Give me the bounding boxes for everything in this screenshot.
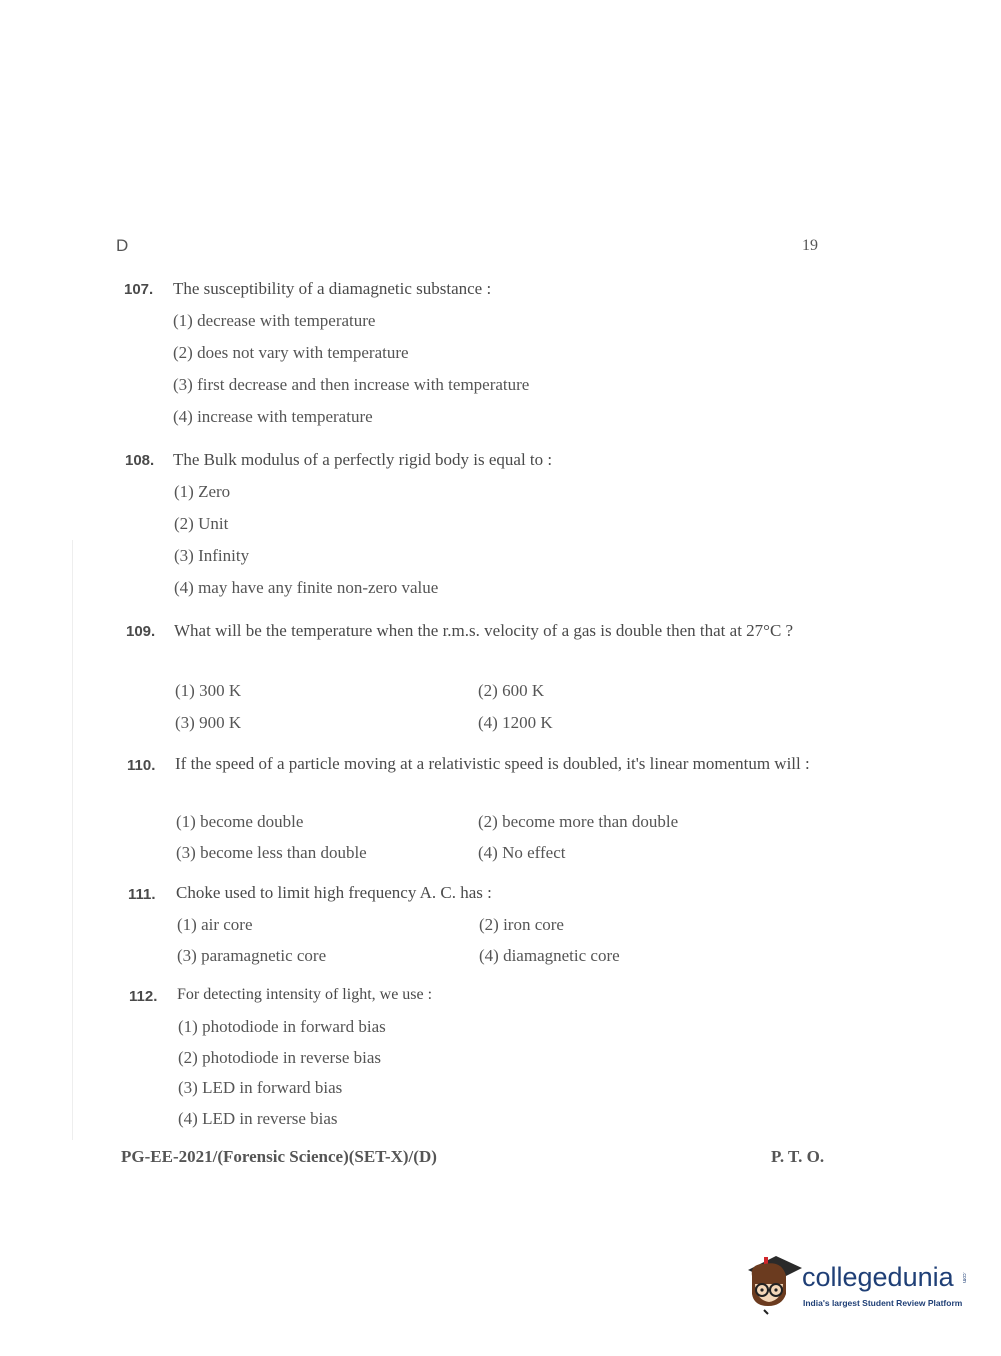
brand-suffix: .com xyxy=(961,1272,967,1283)
option: (1) Zero xyxy=(174,482,231,501)
option: (4) 1200 K xyxy=(478,713,553,732)
option: (4) No effect xyxy=(478,843,566,862)
option: (2) iron core xyxy=(479,915,564,934)
option: (3) become less than double xyxy=(176,843,367,862)
option: (2) does not vary with temperature xyxy=(173,343,409,362)
collegedunia-watermark xyxy=(742,1250,972,1320)
brand-tagline: India's largest Student Review Platform xyxy=(803,1298,963,1308)
option: (2) photodiode in reverse bias xyxy=(178,1048,381,1067)
question-text: Choke used to limit high frequency A. C. has : xyxy=(176,883,492,902)
option: (1) air core xyxy=(177,915,253,934)
question-text: The Bulk modulus of a perfectly rigid body is equal to : xyxy=(173,450,553,469)
option: (2) become more than double xyxy=(478,812,679,831)
scan-margin-line xyxy=(72,540,73,1140)
student-mascot-icon xyxy=(742,1250,804,1320)
question-number: 110. xyxy=(127,757,156,774)
brand-name: collegedunia xyxy=(802,1262,954,1292)
option: (3) paramagnetic core xyxy=(177,946,327,965)
paper-code: PG-EE-2021/(Forensic Science)(SET-X)/(D) xyxy=(121,1147,437,1166)
set-letter: D xyxy=(116,236,129,255)
option: (4) LED in reverse bias xyxy=(178,1109,338,1128)
option: (4) increase with temperature xyxy=(173,407,373,426)
question-text: If the speed of a particle moving at a relativistic speed is doubled, it's linear momentum will : xyxy=(175,754,810,773)
option: (3) Infinity xyxy=(174,546,250,565)
option: (3) first decrease and then increase with temperature xyxy=(173,375,530,394)
question-number: 109. xyxy=(126,623,156,640)
please-turn-over: P. T. O. xyxy=(771,1147,825,1166)
option: (1) 300 K xyxy=(175,681,242,700)
question-text: What will be the temperature when the r.m.s. velocity of a gas is double then that at 27°C ? xyxy=(174,621,794,640)
page-number: 19 xyxy=(802,237,818,254)
question-number: 108. xyxy=(125,452,155,469)
question-number: 112. xyxy=(129,988,158,1005)
question-number: 107. xyxy=(124,281,154,298)
option: (1) photodiode in forward bias xyxy=(178,1017,386,1036)
option: (3) LED in forward bias xyxy=(178,1078,343,1097)
option: (4) diamagnetic core xyxy=(479,946,620,965)
option: (3) 900 K xyxy=(175,713,242,732)
option: (2) 600 K xyxy=(478,681,545,700)
question-text: The susceptibility of a diamagnetic substance : xyxy=(173,279,492,298)
question-text: For detecting intensity of light, we use : xyxy=(177,986,433,1003)
option: (1) become double xyxy=(176,812,304,831)
question-number: 111. xyxy=(128,886,156,903)
option: (1) decrease with temperature xyxy=(173,311,376,330)
option: (4) may have any finite non-zero value xyxy=(174,578,439,597)
option: (2) Unit xyxy=(174,514,229,533)
